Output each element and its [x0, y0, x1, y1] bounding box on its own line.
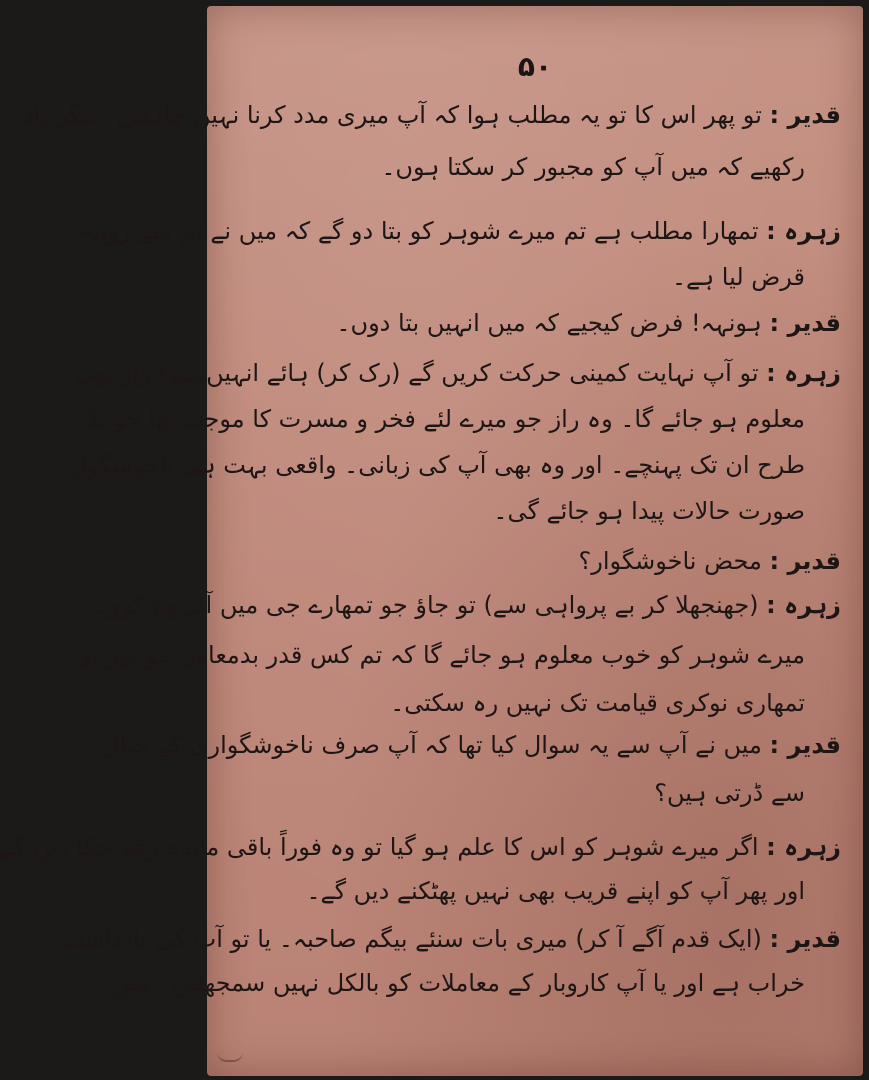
- text-line: [76, 356, 841, 390]
- dialogue-text: تو آپ نہایت کمینی حرکت کریں گے (رک کر) ہائے انہیں میرا راز بھی: [75, 359, 759, 387]
- text-line: [336, 306, 841, 340]
- text-line: [61, 922, 841, 956]
- page-number: ۵۰: [517, 50, 553, 83]
- margin-stain: [217, 1050, 243, 1062]
- speaker-label: زہرہ :: [766, 591, 841, 619]
- text-line: [654, 776, 805, 810]
- dialogue-text: تو پھر اس کا تو یہ مطلب ہوا کہ آپ میری مدد کرنا نہیں چاہتیں۔ مگر یاد: [23, 101, 762, 129]
- dialogue-text: معلوم ہو جائے گا۔ وہ راز جو میرے لئے فخر و مسرت کا موجب تھا جو نڈ: [86, 405, 805, 433]
- dialogue-text: (جھنجھلا کر بے پرواہی سے) تو جاؤ جو تمھارے جی میں آئے وہ کرو۔: [93, 591, 759, 619]
- dialogue-text: تمھارا مطلب ہے تم میرے شوہر کو بتا دو گے کہ میں نے تم سے روپیہ: [79, 217, 759, 245]
- dialogue-text: اگر میرے شوہر کو اس کا علم ہو گیا تو وہ فوراً باقی ماندہ رقم چکا دیں گے: [0, 833, 759, 861]
- speaker-label: زہرہ :: [766, 217, 841, 245]
- speaker-label: قدیر :: [769, 731, 841, 759]
- dialogue-text: رکھیے کہ میں آپ کو مجبور کر سکتا ہوں۔: [381, 153, 805, 181]
- dialogue-text: صورت حالات پیدا ہو جائے گی۔: [493, 497, 805, 525]
- text-line: [94, 588, 841, 622]
- book-page: [0, 6, 863, 1076]
- text-line: [390, 686, 805, 720]
- text-line: [0, 830, 841, 864]
- dialogue-text: میں نے آپ سے یہ سوال کیا تھا کہ آپ صرف ناخوشگواری کے خیال: [102, 731, 762, 759]
- text-line: [579, 544, 842, 578]
- text-line: [112, 966, 805, 1000]
- text-line: [23, 98, 841, 132]
- text-line: [102, 728, 841, 762]
- text-line: [87, 402, 805, 436]
- speaker-label: قدیر :: [769, 547, 841, 575]
- dialogue-text: ہونہہ! فرض کیجیے کہ میں انہیں بتا دوں۔: [336, 309, 762, 337]
- speaker-label: قدیر :: [769, 925, 841, 953]
- dialogue-text: طرح ان تک پہنچے۔ اور وہ بھی آپ کی زبانی۔ واقعی بہت ہی ناخوشگوار: [68, 451, 805, 479]
- text-line: [306, 874, 805, 908]
- dialogue-text: محض ناخوشگوار؟: [578, 547, 762, 575]
- text-line: [493, 494, 805, 528]
- text-body: [0, 98, 841, 1046]
- speaker-label: قدیر :: [769, 101, 841, 129]
- dialogue-text: تمھاری نوکری قیامت تک نہیں رہ سکتی۔: [390, 689, 805, 717]
- text-line: [69, 448, 805, 482]
- text-line: [381, 150, 805, 184]
- speaker-label: زہرہ :: [766, 833, 841, 861]
- dialogue-text: اور پھر آپ کو اپنے قریب بھی نہیں پھٹکنے دیں گے۔: [306, 877, 805, 905]
- speaker-label: قدیر :: [769, 309, 841, 337]
- text-line: [672, 260, 805, 294]
- dialogue-text: سے ڈرتی ہیں؟: [654, 779, 805, 807]
- dialogue-text: میرے شوہر کو خوب معلوم ہو جائے گا کہ تم کس قدر بدمعاش ہو پھر تو: [79, 641, 805, 669]
- dialogue-text: خراب ہے اور یا آپ کاروبار کے معاملات کو بالکل نہیں سمجھتیں۔ میں: [111, 969, 805, 997]
- dialogue-text: قرض لیا ہے۔: [671, 263, 805, 291]
- text-line: [79, 638, 805, 672]
- speaker-label: زہرہ :: [766, 359, 841, 387]
- dialogue-text: (ایک قدم آگے آ کر) میری بات سنئے بیگم صاحبہ۔ یا تو آپ کی یادداشت: [61, 925, 762, 953]
- text-line: [79, 214, 841, 248]
